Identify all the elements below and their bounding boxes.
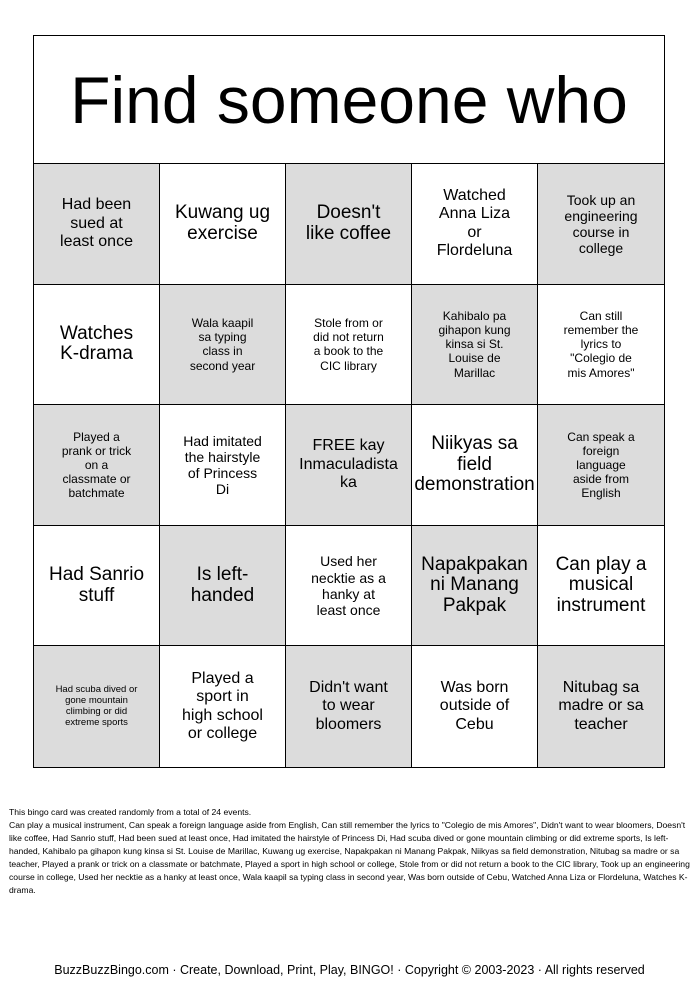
bingo-cell bbox=[286, 405, 412, 526]
bingo-cell bbox=[286, 526, 412, 647]
bingo-cell-text: Can play a musical instrument bbox=[555, 553, 647, 616]
note-summary: This bingo card was created randomly from a total of 24 events. bbox=[9, 807, 252, 817]
bingo-cell-text: Is left-handed bbox=[190, 564, 255, 606]
bingo-cell bbox=[34, 526, 160, 647]
bingo-cell bbox=[286, 646, 412, 767]
bingo-cell-text: Had imitated the hairstyle of Princess Di bbox=[183, 432, 262, 498]
bingo-cell-text: Wala kaapil sa typing class in second year bbox=[189, 316, 256, 373]
bingo-cell bbox=[160, 285, 286, 406]
bingo-cell-text: Can speak a foreign language aside from English bbox=[567, 429, 635, 501]
bingo-cell-text: Watches K-drama bbox=[59, 322, 134, 365]
bingo-cell bbox=[538, 285, 664, 406]
bingo-cell bbox=[412, 526, 538, 647]
bingo-cell bbox=[286, 285, 412, 406]
bingo-cell bbox=[34, 405, 160, 526]
bingo-cell bbox=[286, 164, 412, 285]
bingo-cell-text: Didn't want to wear bloomers bbox=[309, 679, 388, 733]
bingo-cell bbox=[538, 164, 664, 285]
bingo-cell-text: Watched Anna Liza or Flordeluna bbox=[436, 187, 513, 260]
footer-credit: BuzzBuzzBingo.com · Create, Download, Print, Play, BINGO! · Copyright © 2003-2023 · All rights reserved bbox=[54, 963, 645, 977]
bingo-cell bbox=[160, 405, 286, 526]
bingo-cell-text: Doesn't like coffee bbox=[305, 202, 392, 244]
bingo-cell bbox=[34, 164, 160, 285]
bingo-cell bbox=[34, 285, 160, 406]
bingo-cell-text: Played a prank or trick on a classmate or batchmate bbox=[61, 429, 132, 501]
bingo-cell-text: Stole from or did not return a book to the CIC library bbox=[313, 316, 384, 373]
bingo-cell bbox=[538, 405, 664, 526]
bingo-cell bbox=[412, 285, 538, 406]
card-title: Find someone who bbox=[34, 36, 664, 164]
bingo-cell-text: Had scuba dived or gone mountain climbing or did extreme sports bbox=[55, 683, 138, 728]
bingo-cell-text: Had been sued at least once bbox=[60, 196, 133, 250]
bingo-cell-text: FREE kay Inmaculadista ka bbox=[299, 437, 398, 492]
bingo-cell bbox=[160, 164, 286, 285]
bingo-cell bbox=[538, 646, 664, 767]
bingo-card bbox=[33, 35, 665, 768]
bingo-cell bbox=[160, 526, 286, 647]
bingo-cell-text: Nitubag sa madre or sa teacher bbox=[558, 679, 644, 733]
bingo-cell-text: Can still remember the lyrics to "Colegio de mis Amores" bbox=[563, 309, 639, 380]
bingo-cell bbox=[34, 646, 160, 767]
bingo-cell-text: Had Sanrio stuff bbox=[48, 564, 145, 606]
bingo-cell bbox=[538, 526, 664, 647]
bingo-cell-text: Was born outside of Cebu bbox=[439, 679, 510, 733]
bingo-cell-text: Niikyas sa field demonstration bbox=[414, 433, 535, 496]
bingo-cell-text: Kahibalo pa gihapon kung kinsa si St. Louise de Marillac bbox=[438, 309, 511, 380]
bingo-cell-text: Took up an engineering course in college bbox=[564, 191, 638, 256]
bingo-cell-text: Napakpakan ni Manang Pakpak bbox=[421, 553, 528, 616]
bingo-cell-text: Used her necktie as a hanky at least once bbox=[311, 553, 386, 618]
bingo-cell bbox=[160, 646, 286, 767]
bingo-cell bbox=[412, 646, 538, 767]
event-note bbox=[9, 806, 691, 897]
bingo-grid bbox=[34, 164, 664, 767]
bingo-cell-text: Played a sport in high school or college bbox=[182, 669, 263, 743]
bingo-cell-text: Kuwang ug exercise bbox=[174, 202, 271, 244]
note-event-list: Can play a musical instrument, Can speak a foreign language aside from English, Can still remember the lyrics to "Colegio de mis Amores", Didn't want to wear bloomers, Doesn't like coffee, Had Sanrio stuff, Had been sued at least once, Had imitated the hairstyle of Princess Di, Had scuba dived or gone mountain climbing or did extreme sports, Is left-handed, Kahibalo pa gihapon kung kinsa si St. Louise de Marillac, Kuwang ug exercise, Napakpakan ni Manang Pakpak, Niikyas sa field demonstration, Nitubag sa madre or sa teacher, Played a prank or trick on a classmate or batchmate, Played a sport in high school or college, Stole from or did not return a book to the CIC library, Took up an engineering course in college, Used her necktie as a hanky at least once, Wala kaapil sa typing class in second year, Was born outside of Cebu, Watched Anna Liza or Flordeluna, Watches K-drama. bbox=[9, 820, 690, 896]
bingo-cell bbox=[412, 405, 538, 526]
bingo-cell bbox=[412, 164, 538, 285]
